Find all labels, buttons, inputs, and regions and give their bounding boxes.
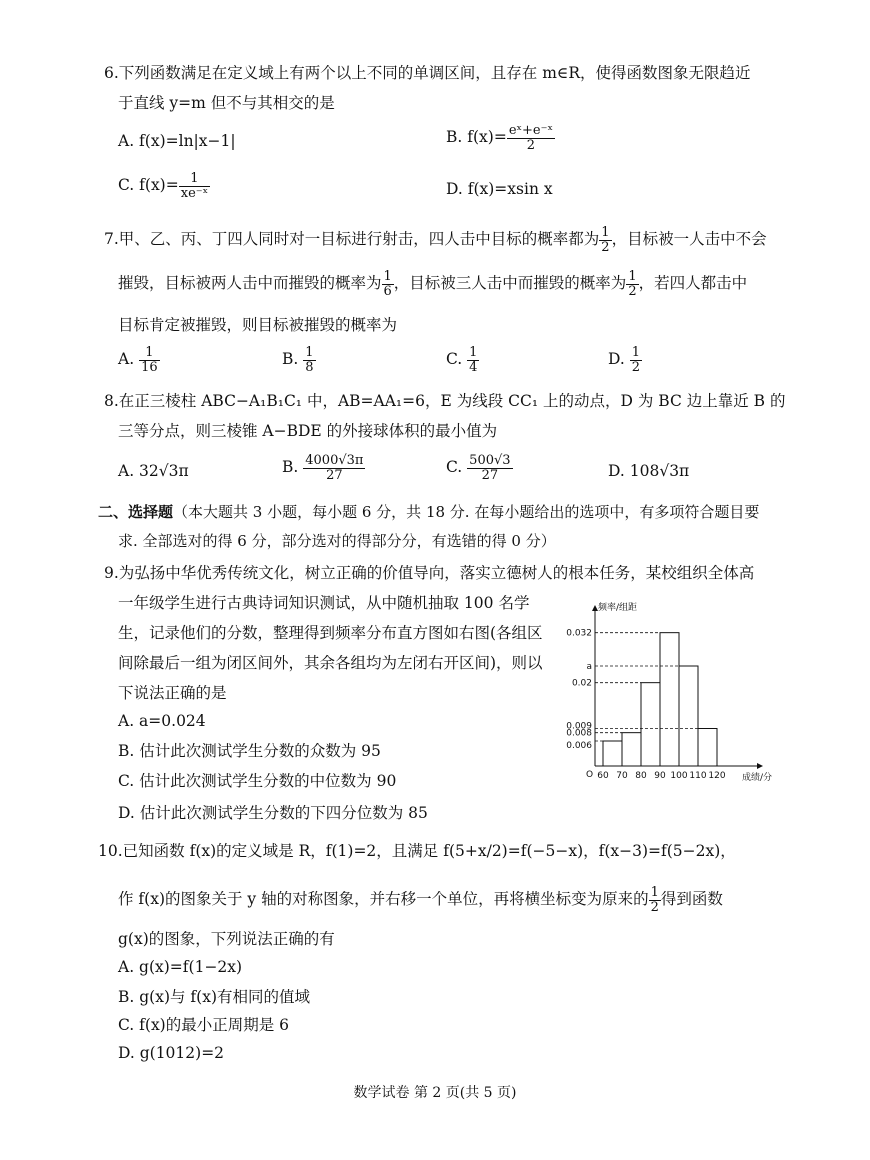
section2-instructions-a: （本大题共 3 小题，每小题 6 分，共 18 分. 在每小题给出的选项中，有多项符合题目要 xyxy=(173,503,760,521)
q8-option-c-num: 500√3 xyxy=(469,453,511,468)
q7-line2-text-b: ，目标被三人击中而摧毁的概率为 xyxy=(393,274,627,293)
q9-stem-line5: 下说法正确的是 xyxy=(118,684,227,702)
q7-option-b xyxy=(282,346,316,374)
q7-line1-text-a: 7.甲、乙、丙、丁四人同时对一目标进行射击，四人击中目标的概率都为 xyxy=(104,230,600,249)
q7-option-c-den: 4 xyxy=(469,359,478,375)
q6-option-b-prefix: B. f(x)= xyxy=(446,128,507,147)
q7-option-b-num: 1 xyxy=(305,345,314,360)
q6-option-b xyxy=(446,124,555,152)
histogram-y-tick-2: a xyxy=(586,662,592,672)
q7-option-c-num: 1 xyxy=(469,345,478,360)
q7-line1-text-b: ，目标被一人击中不会 xyxy=(611,230,767,249)
q6-stem-line2: 于直线 y=m 但不与其相交的是 xyxy=(118,94,335,112)
q10-half-num: 1 xyxy=(650,885,659,900)
q6-option-c-denominator: xe⁻ˣ xyxy=(180,185,209,201)
q9-option-a: A. a=0.024 xyxy=(118,712,206,730)
histogram-y-tick-3: 0.02 xyxy=(571,678,592,689)
q7-sixth-fraction xyxy=(382,270,394,298)
histogram-x-tick-1: 60 xyxy=(597,771,609,781)
section2-heading-line1 xyxy=(98,503,759,521)
q6-option-b-numerator: eˣ+e⁻ˣ xyxy=(508,123,553,138)
q6-option-c-prefix: C. f(x)= xyxy=(118,176,179,195)
q7-half2-num: 1 xyxy=(628,269,637,284)
histogram-x-label: 成绩/分 xyxy=(742,773,773,783)
q8-option-c-fraction xyxy=(467,454,512,482)
q7-option-a-den: 16 xyxy=(141,359,158,375)
q6-stem-line1: 6.下列函数满足在定义域上有两个以上不同的单调区间，且存在 m∈R，使得函数图象无限趋近 xyxy=(104,64,751,82)
q6-option-c xyxy=(118,172,210,200)
q10-option-c: C. f(x)的最小正周期是 6 xyxy=(118,1016,290,1034)
q6-option-a: A. f(x)=ln|x−1| xyxy=(118,132,236,150)
q7-half-fraction-2 xyxy=(626,270,638,298)
histogram-x-tick-2: 70 xyxy=(616,771,628,781)
q10-line2-text-b: 得到函数 xyxy=(660,890,723,909)
q8-option-b-fraction xyxy=(303,454,365,482)
q10-stem-line3: g(x)的图象，下列说法正确的有 xyxy=(118,930,335,948)
q7-option-a-num: 1 xyxy=(139,346,160,361)
q9-stem-line2: 一年级学生进行古典诗词知识测试，从中随机抽取 100 名学 xyxy=(118,594,530,612)
page-footer: 数学试卷 第 2 页(共 5 页) xyxy=(353,1085,517,1101)
q9-option-c: C. 估计此次测试学生分数的中位数为 90 xyxy=(118,772,397,790)
histogram-bar-3 xyxy=(641,683,660,766)
q7-stem-line2 xyxy=(118,270,747,298)
histogram-bar-5 xyxy=(679,666,698,766)
q10-option-a: A. g(x)=f(1−2x) xyxy=(118,958,243,976)
q7-option-b-fraction xyxy=(303,346,315,374)
q7-option-d xyxy=(608,346,642,374)
q7-stem-line1 xyxy=(104,226,767,254)
histogram-x-tick-5: 100 xyxy=(670,771,688,781)
q8-option-c xyxy=(446,454,513,482)
q8-stem-line2: 三等分点，则三棱锥 A−BDE 的外接球体积的最小值为 xyxy=(118,422,498,440)
histogram-y-label: 频率/组距 xyxy=(598,603,638,613)
histogram-bar-2 xyxy=(622,733,641,766)
q7-option-c-fraction xyxy=(467,346,479,374)
q10-option-b: B. g(x)与 f(x)有相同的值域 xyxy=(118,988,311,1006)
q10-half-fraction xyxy=(649,886,661,914)
q6-option-d: D. f(x)=xsin x xyxy=(446,180,553,198)
q7-half-den: 2 xyxy=(601,239,610,255)
q7-line2-text-c: ，若四人都击中 xyxy=(638,274,748,293)
histogram-x-tick-4: 90 xyxy=(654,771,666,781)
q8-option-c-label: C. xyxy=(446,458,463,477)
q9-stem-line1: 9.为弘扬中华优秀传统文化，树立正确的价值导向，落实立德树人的根本任务，某校组织全体高 xyxy=(104,564,755,582)
histogram-y-tick-5: 0.008 xyxy=(566,728,592,739)
q7-option-a-label: A. xyxy=(118,350,135,369)
q6-option-c-fraction xyxy=(179,172,210,200)
q8-option-b xyxy=(282,454,365,482)
q6-option-b-denominator: 2 xyxy=(526,137,536,153)
q7-half2-den: 2 xyxy=(628,283,637,299)
histogram-bar-4 xyxy=(660,633,679,766)
q10-stem-line1: 10.已知函数 f(x)的定义域是 R，f(1)=2，且满足 f(5+x/2)=f(−5−x)，f(x−3)=f(5−2x)， xyxy=(98,842,736,860)
q8-stem-line1: 8.在正三棱柱 ABC−A₁B₁C₁ 中，AB=AA₁=6，E 为线段 CC₁ 上的动点，D 为 BC 边上靠近 B 的 xyxy=(104,392,786,410)
q7-line2-text-a: 摧毁，目标被两人击中而摧毁的概率为 xyxy=(118,274,382,293)
histogram-x-tick-7: 120 xyxy=(708,771,726,781)
q10-half-den: 2 xyxy=(650,899,659,915)
histogram-x-tick-6: 110 xyxy=(689,771,707,781)
q7-sixth-num: 1 xyxy=(383,269,392,284)
q9-option-d: D. 估计此次测试学生分数的下四分位数为 85 xyxy=(118,804,428,822)
histogram-y-tick-6: 0.006 xyxy=(566,741,592,751)
q8-option-b-label: B. xyxy=(282,458,299,477)
q7-option-d-num: 1 xyxy=(631,345,641,360)
q7-option-a-fraction xyxy=(139,346,160,374)
q9-stem-line4: 间除最后一组为闭区间外，其余各组均为左闭右开区间)，则以 xyxy=(118,654,543,672)
q7-sixth-den: 6 xyxy=(383,283,392,299)
section2-title: 二、选择题 xyxy=(98,503,174,521)
q9-option-b: B. 估计此次测试学生分数的众数为 95 xyxy=(118,742,381,760)
q8-option-b-den: 27 xyxy=(326,467,343,483)
q7-option-d-fraction xyxy=(630,346,642,374)
histogram-origin-label: O xyxy=(586,770,594,780)
q7-stem-line3: 目标肯定被摧毁，则目标被摧毁的概率为 xyxy=(118,316,398,334)
q8-option-b-num: 4000√3π xyxy=(305,453,364,468)
frequency-histogram xyxy=(560,600,790,785)
q6-option-b-fraction xyxy=(507,124,555,152)
histogram-y-tick-4: 0.009 xyxy=(566,721,592,732)
q7-option-d-den: 2 xyxy=(631,359,641,375)
section2-heading-line2: 求. 全部选对的得 6 分，部分选对的得部分分，有选错的得 0 分） xyxy=(118,532,556,550)
q9-stem-line3: 生，记录他们的分数，整理得到频率分布直方图如右图(各组区 xyxy=(118,624,543,642)
q7-option-d-label: D. xyxy=(608,350,625,369)
q7-option-a xyxy=(118,346,160,374)
q10-line2-text-a: 作 f(x)的图象关于 y 轴的对称图象，并右移一个单位，再将横坐标变为原来的 xyxy=(118,890,649,909)
q7-half-num: 1 xyxy=(601,225,610,240)
histogram-y-tick-1: 0.032 xyxy=(566,628,592,639)
histogram-bar-6 xyxy=(698,729,717,767)
histogram-x-tick-3: 80 xyxy=(635,771,647,781)
q8-option-d: D. 108√3π xyxy=(608,462,690,480)
q6-option-c-numerator: 1 xyxy=(179,172,210,187)
q7-option-c xyxy=(446,346,479,374)
q7-half-fraction xyxy=(599,226,611,254)
q7-option-c-label: C. xyxy=(446,350,463,369)
q10-stem-line2 xyxy=(118,886,723,914)
q8-option-c-den: 27 xyxy=(481,467,499,483)
q7-option-b-label: B. xyxy=(282,350,299,369)
q10-option-d: D. g(1012)=2 xyxy=(118,1044,225,1062)
q7-option-b-den: 8 xyxy=(305,359,314,375)
q8-option-a: A. 32√3π xyxy=(118,462,189,480)
histogram-bar-1 xyxy=(603,741,622,766)
